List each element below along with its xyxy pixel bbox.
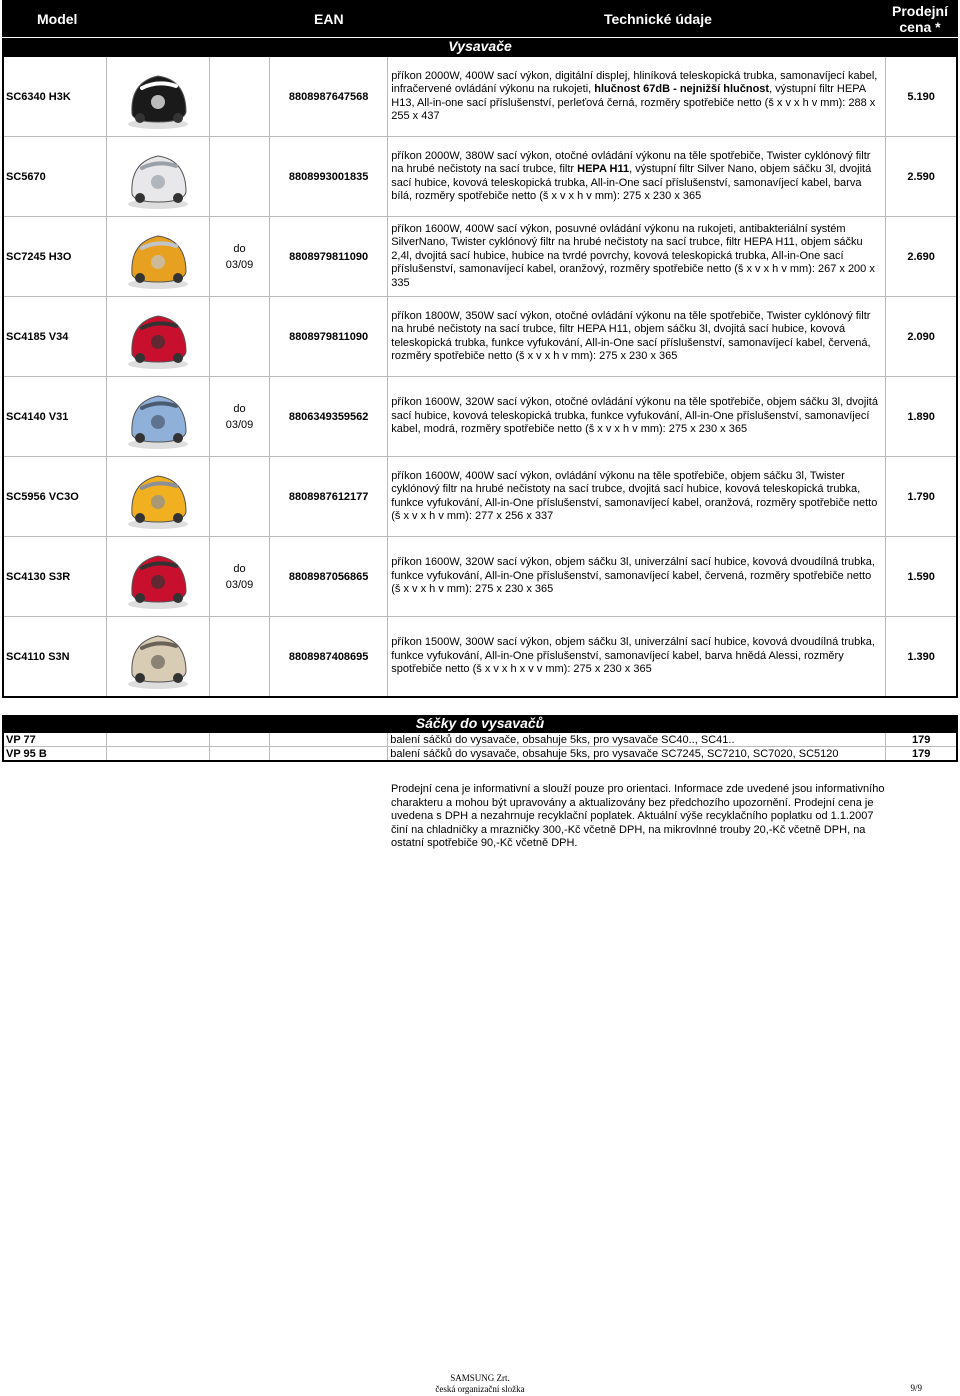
product-image-cell: [106, 297, 209, 377]
product-row: [3, 377, 957, 457]
header-price-line2: cena *: [899, 19, 941, 35]
product-ean: 8808987647568: [270, 56, 388, 137]
product-row: [3, 297, 957, 377]
bag-empty-cell: [106, 747, 209, 762]
bag-row: [3, 747, 957, 762]
product-image-cell: [106, 56, 209, 137]
product-ean: 8808979811090: [270, 297, 388, 377]
bag-empty-cell: [270, 747, 388, 762]
desc-part: příkon 1500W, 300W sací výkon, objem sáčku 3l, univerzální sací hubice, kovová dvoudílná trubka, funkce vyfukování, All-in-One příslušenství, samonavíjecí kabel, barva hnědá Alessi, rozměry spotřebiče netto (š x v x h x v v mm): 275 x 230 x 365: [391, 636, 875, 676]
desc-part: HEPA H11: [577, 163, 630, 175]
vacuum-cleaner-image: [122, 302, 194, 372]
product-image-cell: [106, 457, 209, 537]
vacuum-cleaner-image: [122, 622, 194, 692]
footer-branch: česká organizační složka: [435, 1384, 525, 1394]
product-model: SC5670: [3, 137, 106, 217]
desc-part: , výstupní filtr HEPA H13, All-in-one sací příslušenství, perleťová černá, rozměry spotřebiče netto (š x v x h v mm): 288 x 255 x 437: [391, 83, 876, 122]
product-table: [2, 55, 958, 698]
product-description: [388, 457, 886, 537]
product-description: [388, 217, 886, 297]
bag-description: balení sáčků do vysavače, obsahuje 5ks, pro vysavače SC7245, SC7210, SC7020, SC5120: [388, 747, 886, 762]
availability-date: 03/09: [225, 418, 254, 431]
product-row: [3, 537, 957, 617]
bag-empty-cell: [270, 732, 388, 747]
vacuum-cleaner-image: [122, 542, 194, 612]
bag-model: VP 95 B: [3, 747, 106, 762]
product-row: [3, 217, 957, 297]
bag-row: [3, 732, 957, 747]
product-model: SC5956 VC3O: [3, 457, 106, 537]
bags-table: [2, 731, 958, 762]
availability-date: 03/09: [225, 258, 254, 271]
availability-cell: [209, 617, 269, 698]
product-ean: 8808979811090: [270, 217, 388, 297]
product-price: 1.890: [886, 377, 957, 457]
product-image-cell: [106, 377, 209, 457]
desc-part: hlučnost 67dB - nejnižší hlučnost: [594, 83, 770, 95]
header-tech: Technické údaje: [604, 11, 712, 27]
availability-do: do: [233, 242, 246, 255]
product-description: [388, 137, 886, 217]
product-price: 2.090: [886, 297, 957, 377]
header-price-line1: Prodejní: [891, 3, 948, 19]
desc-part: příkon 1600W, 400W sací výkon, posuvné ovládání výkonu na rukojeti, antibakteriální systém SilverNano, Twister cyklónový filtr na hrubé nečistoty na sací trubce, filtr HEPA H11, objem sáčku 2,4l, dvojitá sací hubice, hubice na tvrdé povrchy, kovová teleskopická trubka, All-in-One sací příslušenství, samonavíjecí kabel, oranžový, rozměry spotřebiče netto (š x v x h v mm): 267 x 200 x 335: [391, 222, 875, 289]
availability-date: 03/09: [225, 578, 254, 591]
availability-cell: [209, 297, 269, 377]
product-price: 2.690: [886, 217, 957, 297]
availability-do: do: [233, 562, 246, 575]
bag-price: 179: [886, 732, 957, 747]
bag-price: 179: [886, 747, 957, 762]
availability-cell: [209, 537, 269, 617]
product-description: [388, 297, 886, 377]
availability-cell: [209, 377, 269, 457]
product-row: [3, 617, 957, 698]
product-model: SC4185 V34: [3, 297, 106, 377]
bag-empty-cell: [209, 732, 269, 747]
footer: [0, 1373, 960, 1395]
desc-part: příkon 1800W, 350W sací výkon, otočné ovládání výkonu na těle spotřebiče, Twister cyklónový filtr na hrubé nečistoty na sací trubce, filtr HEPA H11, objem sáčku 3l, dvojitá sací hubice, kovová teleskopická trubka, funkce vyfukování, All-in-One sací příslušenství, samonavíjecí kabel, červená, rozměry spotřebiče netto (š x v x h v mm): 275 x 230 x 365: [391, 309, 871, 362]
availability-cell: [209, 217, 269, 297]
vacuum-cleaner-image: [122, 382, 194, 452]
vacuum-cleaner-image: [122, 222, 194, 292]
availability-cell: [209, 457, 269, 537]
product-row: [3, 457, 957, 537]
product-description: [388, 56, 886, 137]
desc-part: příkon 1600W, 320W sací výkon, otočné ovládání výkonu na těle spotřebiče, objem sáčku 3l, dvojitá sací hubice, kovová teleskopická trubka, funkce vyfukování, All-in-One příslušenství, samonavíjecí kabel, modrá, rozměry spotřebiče netto (š x v x h v mm): 275 x 230 x 365: [391, 396, 878, 436]
product-model: SC4130 S3R: [3, 537, 106, 617]
desc-part: příkon 1600W, 400W sací výkon, ovládání výkonu na těle spotřebiče, objem sáčku 3l, Twister cyklónový filtr na hrubé nečistoty na sací trubce, dvojitá sací hubice, kovová teleskopická trubka, funkce vyfukování, All-in-One příslušenství, samonavíjecí kabel, oranžová, rozměry spotřebiče netto (š x v x h v mm): 277 x 256 x 337: [391, 469, 878, 522]
product-image-cell: [106, 617, 209, 698]
product-image-cell: [106, 137, 209, 217]
product-price: 1.590: [886, 537, 957, 617]
header-model: Model: [37, 11, 78, 27]
product-ean: 8808987056865: [270, 537, 388, 617]
availability-cell: [209, 56, 269, 137]
product-row: [3, 137, 957, 217]
bag-empty-cell: [106, 732, 209, 747]
vacuum-cleaner-image: [122, 462, 194, 532]
product-row: [3, 56, 957, 137]
bags-title: Sáčky do vysavačů: [2, 715, 958, 731]
desc-part: příkon 2000W, 400W sací výkon, digitální displej, hliníková teleskopická trubka, samonavíjecí kabel, infračervené ovládání výkonu na rukojeti,: [391, 69, 878, 95]
availability-cell: [209, 137, 269, 217]
product-model: SC7245 H3O: [3, 217, 106, 297]
vacuum-cleaner-image: [122, 142, 194, 212]
product-price: 1.790: [886, 457, 957, 537]
product-price: 2.590: [886, 137, 957, 217]
header-ean: EAN: [314, 11, 344, 27]
product-price: 1.390: [886, 617, 957, 698]
product-image-cell: [106, 217, 209, 297]
product-model: SC6340 H3K: [3, 56, 106, 137]
product-description: [388, 617, 886, 698]
desc-part: příkon 2000W, 380W sací výkon, otočné ovládání výkonu na těle spotřebiče, Twister cyklónový filtr na hrubé nečistoty na sací trubce, filtr: [391, 149, 871, 175]
product-image-cell: [106, 537, 209, 617]
vacuum-cleaner-image: [122, 62, 194, 132]
header-price: [890, 3, 950, 35]
product-model: SC4110 S3N: [3, 617, 106, 698]
product-ean: 8806349359562: [270, 377, 388, 457]
product-ean: 8808987408695: [270, 617, 388, 698]
bag-empty-cell: [209, 747, 269, 762]
desc-part: příkon 1600W, 320W sací výkon, objem sáčku 3l, univerzální sací hubice, kovová dvoudílná trubka, funkce vyfukování, All-in-One příslušenství, samonavíjecí kabel, červená, rozměry spotřebiče netto (š x v x h v mm): 275 x 230 x 365: [391, 556, 875, 596]
availability-do: do: [233, 402, 246, 415]
footer-company: SAMSUNG Zrt.: [450, 1373, 510, 1383]
product-description: [388, 377, 886, 457]
desc-part: , výstupní filtr Silver Nano, objem sáčku 3l, dvojitá sací hubice, kovová teleskopická trubka, All-in-One sací příslušenství, samonavíjecí kabel, barva bílá, rozměry spotřebiče netto (š x v x h v mm): 275 x 230 x 365: [391, 163, 872, 202]
bag-model: VP 77: [3, 732, 106, 747]
section-title: Vysavače: [2, 38, 958, 55]
product-model: SC4140 V31: [3, 377, 106, 457]
product-description: [388, 537, 886, 617]
product-ean: 8808987612177: [270, 457, 388, 537]
product-ean: 8808993001835: [270, 137, 388, 217]
page-number: 9/9: [910, 1383, 922, 1393]
table-header: [2, 0, 958, 37]
product-price: 5.190: [886, 56, 957, 137]
bag-description: balení sáčků do vysavače, obsahuje 5ks, pro vysavače SC40.., SC41..: [388, 732, 886, 747]
price-note: Prodejní cena je informativní a slouží pouze pro orientaci. Informace zde uvedené jsou informativního charakteru a mohou být upravovány a aktualizovány bez předchozího upozornění. Prodejní cena je uvedena s DPH a nezahrnuje recyklační poplatek. Aktuální výše recyklačního poplatku od 1.1.2007 činí na chladničky a mrazničky 300,-Kč včetně DPH, na mikrovlnné trouby 20,-Kč včetně DPH, na ostatní spotřebiče 90,-Kč včetně DPH.: [391, 783, 885, 849]
